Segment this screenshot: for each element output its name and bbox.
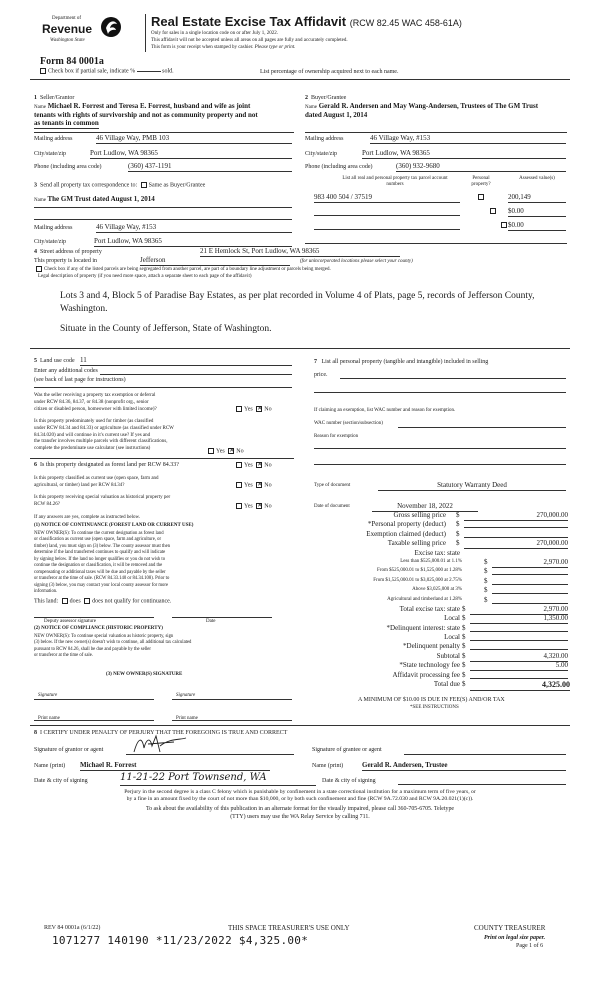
seller-name-2[interactable]: tenants with rights of survivorship and not as community property and not bbox=[34, 111, 258, 119]
parcel-number-2[interactable] bbox=[314, 207, 460, 216]
rev-number: REV 84 0001a (6/1/22) bbox=[44, 925, 101, 931]
does-checkbox[interactable] bbox=[62, 598, 68, 604]
sig-grantee-label: Signature of grantee or agent bbox=[312, 747, 382, 753]
q2-no-checkbox[interactable] bbox=[228, 448, 234, 454]
county-treasurer: COUNTY TREASURER bbox=[474, 924, 546, 932]
buyer-mailing-field[interactable]: 46 Village Way, #153 bbox=[370, 134, 566, 144]
s6-q3-no-checkbox[interactable] bbox=[256, 503, 262, 509]
total-local-field[interactable]: 1,350.00 bbox=[470, 614, 568, 624]
seller-name-block: Name Michael R. Forrest and Teresa E. Forrest, husband and wife as joint tenants with rights of survivorship and not as community property and not as tenants in common bbox=[34, 102, 258, 128]
buyer-phone-field[interactable]: (360) 932-9680 bbox=[396, 162, 566, 172]
wac-label: WAC number (section/subsection) bbox=[314, 421, 383, 426]
assessed-col-header: Assessed value(s) bbox=[519, 176, 555, 181]
partial-sale-checkbox[interactable] bbox=[40, 68, 46, 74]
tech-fee-field[interactable]: 5.00 bbox=[470, 661, 568, 671]
corr-city-label: City/state/zip bbox=[34, 239, 66, 245]
partial-sale-label: Check box if partial sale, indicate % bbox=[48, 68, 136, 75]
legal-description-2[interactable]: Situate in the County of Jefferson, State of Washington. bbox=[60, 324, 272, 334]
tax-row: Local $ 1,350.00 bbox=[444, 614, 568, 623]
continuance-row: This land: does does not qualify for continuance. bbox=[34, 598, 172, 605]
dept-line2: Revenue bbox=[42, 22, 93, 36]
additional-codes-label: Enter any additional codes bbox=[34, 368, 98, 374]
notice1-title: (1) NOTICE OF CONTINUANCE (FOREST LAND OR CURRENT USE) bbox=[34, 523, 194, 528]
s6-q2: Is this property classified as current use (open space, farm and agricultural, or timber) land per RCW 84.34? bbox=[34, 476, 159, 488]
notice2-title: (2) NOTICE OF COMPLIANCE (HISTORIC PROPERTY) bbox=[34, 626, 163, 631]
s6-q1-yes-no: Yes ✕ No bbox=[234, 462, 272, 470]
taxable-price-field[interactable]: 270,000.00 bbox=[464, 539, 568, 549]
owner-print-label-1: Print name bbox=[38, 716, 60, 721]
bracket-4-field[interactable] bbox=[492, 586, 568, 594]
corr-city-field[interactable]: Port Ludlow, WA 98365 bbox=[94, 237, 292, 247]
gross-price-field[interactable]: 270,000.00 bbox=[464, 511, 568, 521]
title-ref: (RCW 82.45 WAC 458-61A) bbox=[349, 18, 462, 28]
doc-date-label: Date of document bbox=[314, 504, 350, 509]
s6-q2-yes-no: Yes ✕ No bbox=[234, 482, 272, 490]
new-owner-sig-title: (3) NEW OWNER(S) SIGNATURE bbox=[106, 672, 183, 677]
assessed-value-1[interactable]: 200,149 bbox=[508, 193, 566, 203]
bracket-row: Less than $525,000.01 at 1.1% $ 2,970.00 bbox=[400, 557, 568, 566]
tax-row: *State technology fee $ 5.00 bbox=[399, 661, 568, 670]
subtotal-field[interactable]: 4,320.00 bbox=[470, 652, 568, 662]
minimum-note: A MINIMUM OF $10.00 IS DUE IN FEE(S) AND/OR TAX bbox=[358, 697, 505, 703]
buyer-heading: 2 Buyer/Grantee bbox=[305, 95, 347, 101]
seller-name-1[interactable]: Michael R. Forrest and Teresa E. Forrest, husband and wife as joint bbox=[47, 102, 251, 110]
corr-mailing-field[interactable]: 46 Village Way, #153 bbox=[96, 223, 292, 233]
tax-table bbox=[300, 511, 570, 690]
legal-paper-note: Print on legal size paper. bbox=[484, 935, 546, 941]
treasurer-space: THIS SPACE TREASURER'S USE ONLY bbox=[228, 924, 350, 932]
dept-line1: Department of bbox=[52, 16, 82, 21]
see-instructions: *SEE INSTRUCTIONS bbox=[410, 705, 459, 710]
doc-date-field[interactable]: November 18, 2022 bbox=[372, 502, 478, 512]
personal-prop-text: 7 List all personal property (tangible and intangible) included in selling bbox=[314, 359, 489, 365]
exemption-question: Was the seller receiving a property tax exemption or deferral under RCW 84.36, 84.37, or 84.38 (nonprofit org., senior citizen or disabled person, homeowner with limited income)? bbox=[34, 393, 157, 412]
legal-label: Legal description of property (if you need more space, attach a separate sheet to each page of the affidavit) bbox=[38, 274, 252, 279]
tax-row: Excise tax: state bbox=[414, 548, 460, 557]
s6-q2-yes-checkbox[interactable] bbox=[236, 482, 242, 488]
tax-row: Subtotal $ 4,320.00 bbox=[436, 651, 568, 660]
perjury-text-2: by a fine in an amount fixed by the court of not more than $10,000, or by both such confinement and fine (RCW 9A.72.030 and RCW 9A.20.021(1)(c)). bbox=[126, 796, 474, 802]
partial-percent-field[interactable] bbox=[137, 71, 161, 72]
bracket-3-field[interactable] bbox=[492, 577, 568, 585]
timber-question: Is this property predominately used for timber (as classified under RCW 84.34 and 84.33) or agriculture (as classified under RCW 84.34.020) and will continue in it's current use? If yes and the transfer involves multiple parcels with different classifications, complete the predominate use calculator (see instructions) bbox=[34, 419, 174, 451]
does-not-checkbox[interactable] bbox=[84, 598, 90, 604]
parcel-number-3[interactable] bbox=[314, 221, 460, 230]
grantee-name-label: Name (print) bbox=[312, 763, 344, 769]
owner-print-label-2: Print name bbox=[176, 716, 198, 721]
notice1-text: NEW OWNER(S): To continue the current designation as forest land or classification as current use (open space, farm and agriculture, or timber) land, you must sign on (3) below. The county assessor must then determine if the land transferred continues to qualify and will indicate by signing below. If the land no longer qualifies or you do not wish to continue the designation or classification, it will be removed and the compensating or additional taxes will be due and payable by the seller or transferor at the time of sale. (RCW 84.33.140 or 84.34.108). Prior to signing (3) below, you may contact your local county assessor for more information. bbox=[34, 531, 171, 595]
assessed-value-3[interactable]: $0.00 bbox=[508, 221, 566, 231]
note2: This affidavit will not be accepted unless all areas on all pages are fully and accurately completed. bbox=[151, 38, 348, 43]
bracket-5-field[interactable] bbox=[492, 596, 568, 604]
segregated-checkbox[interactable] bbox=[36, 266, 42, 272]
s6-q3-yes-no: Yes ✕ No bbox=[234, 503, 272, 511]
tax-row: Taxable selling price $ 270,000.00 bbox=[387, 539, 568, 548]
tax-row: Affidavit processing fee $ bbox=[300, 671, 570, 680]
located-note: (for unincorporated locations please select your county) bbox=[300, 259, 413, 264]
sold-label: sold. bbox=[162, 68, 174, 75]
buyer-city-label: City/state/zip bbox=[305, 151, 337, 157]
seller-mailing-field[interactable]: 46 Village Way, PMB 103 bbox=[96, 134, 292, 144]
sig-grantor-label: Signature of grantor or agent bbox=[34, 747, 104, 753]
accessibility-text-1: To ask about the availability of this publication in an alternate format for the visually impaired, please call 360-705-6705. Teletype bbox=[145, 806, 455, 812]
located-field[interactable]: Jefferson bbox=[140, 256, 290, 266]
interest-state-field[interactable] bbox=[470, 624, 568, 632]
dor-logo bbox=[36, 14, 128, 50]
ownership-note: List percentage of ownership acquired next to each name. bbox=[260, 69, 399, 75]
grantor-signature-icon[interactable] bbox=[130, 732, 190, 756]
q1-yes-checkbox[interactable] bbox=[236, 406, 242, 412]
note1: Only for sales in a single location code on or after July 1, 2022. bbox=[151, 31, 279, 36]
property-street-row: 4 Street address of property bbox=[34, 249, 102, 255]
s6-q1-yes-checkbox[interactable] bbox=[236, 462, 242, 468]
treasurer-receipt: 1071277 140190 *11/23/2022 $4,325.00* bbox=[52, 934, 309, 947]
buyer-phone-label: Phone (including area code) bbox=[305, 164, 373, 170]
bracket-1-field[interactable]: 2,970.00 bbox=[492, 558, 568, 568]
land-use-row: 5 Land use code bbox=[34, 358, 75, 364]
tax-row: *Delinquent interest: state $ bbox=[300, 624, 570, 633]
penalty-field[interactable] bbox=[470, 642, 568, 650]
legal-description-1b[interactable]: Washington. bbox=[60, 304, 108, 314]
grantor-name-field[interactable]: Michael R. Forrest bbox=[80, 761, 270, 771]
owner-signature-label-2: Signature bbox=[176, 693, 196, 698]
q1-yes-no: Yes ✕ No bbox=[234, 406, 272, 414]
personal-checkbox-3[interactable] bbox=[501, 222, 507, 228]
total-state-field[interactable]: 2,970.00 bbox=[470, 605, 568, 615]
page-title bbox=[151, 14, 462, 30]
buyer-city-field[interactable]: Port Ludlow, WA 98365 bbox=[362, 149, 566, 159]
seller-city-field[interactable]: Port Ludlow, WA 98365 bbox=[90, 149, 292, 159]
parcel-number-1[interactable]: 983 400 504 / 37519 bbox=[314, 193, 460, 203]
if-yes-note: If any answers are yes, complete as instructed below. bbox=[34, 515, 141, 520]
deputy-date-label: Date bbox=[206, 619, 216, 624]
personal-prop-text2: price. bbox=[314, 372, 328, 378]
perjury-text-1: Perjury in the second degree is a class C felony which is punishable by confinement in a state correctional institution for a maximum term of five years, or bbox=[124, 789, 476, 795]
title-text: Real Estate Excise Tax Affidavit bbox=[151, 14, 347, 29]
property-street-field[interactable]: 21 E Hemlock St, Port Ludlow, WA 98365 bbox=[200, 247, 400, 257]
notice2-text: NEW OWNER(S): To continue special valuation as historic property, sign (3) below. If the new owner(s) doesn't wish to continue, all additional tax calculated pursuant to RCW 84.26, shall be due and payable by the seller or transferor at the time of sale. bbox=[34, 634, 192, 659]
personal-checkbox-2[interactable] bbox=[490, 208, 496, 214]
see-back-label: (see back of last page for instructions) bbox=[34, 377, 126, 383]
same-as-buyer-checkbox[interactable] bbox=[141, 182, 147, 188]
tax-row: Local $ bbox=[300, 633, 570, 642]
s6-q1-no-checkbox[interactable] bbox=[256, 462, 262, 468]
buyer-mailing-label: Mailing address bbox=[305, 136, 344, 142]
located-label: This property is located in bbox=[34, 258, 97, 264]
land-use-code-field[interactable]: 11 bbox=[80, 356, 292, 366]
personal-deduct-field[interactable] bbox=[464, 520, 568, 528]
personal-checkbox-1[interactable] bbox=[478, 194, 484, 200]
q2-yes-no: Yes ✕ No bbox=[206, 448, 244, 456]
corr-mailing-label: Mailing address bbox=[34, 225, 73, 231]
correspondence-row: 3 Send all property tax correspondence to: Same as Buyer/Grantee bbox=[34, 182, 206, 189]
buyer-name-2[interactable]: dated August 1, 2014 bbox=[305, 111, 368, 119]
doc-type-field[interactable]: Statutory Warranty Deed bbox=[378, 481, 566, 491]
tax-row: *Delinquent penalty $ bbox=[300, 642, 570, 651]
bracket-row: Agricultural and timberland at 1.28% $ bbox=[300, 596, 570, 605]
doc-type-label: Type of document bbox=[314, 483, 351, 488]
corr-name-field[interactable]: The GM Trust dated August 1, 2014 bbox=[47, 195, 155, 203]
owner-signature-label-1: Signature bbox=[38, 693, 58, 698]
corr-name-row: Name The GM Trust dated August 1, 2014 bbox=[34, 195, 155, 203]
partial-sale-row bbox=[38, 68, 174, 76]
seller-heading: 1 Seller/Grantor bbox=[34, 95, 75, 101]
s6-q3: Is this property receiving special valuation as historical property per RCW 84.26? bbox=[34, 495, 171, 507]
grantor-name-label: Name (print) bbox=[34, 763, 66, 769]
tax-row: *Personal property (deduct) $ bbox=[300, 520, 570, 529]
bracket-row: Above $3,025,000 at 3% $ bbox=[300, 586, 570, 595]
exemption-deduct-field[interactable] bbox=[464, 530, 568, 538]
legal-description-1[interactable]: Lots 3 and 4, Block 5 of Paradise Bay Estates, as per plat recorded in Volume 4 of Plats, page 5, records of Jefferson County, bbox=[60, 291, 535, 301]
bracket-row: From $525,000.01 to $1,525,000 at 1.28% $ bbox=[300, 567, 570, 576]
s6-q2-no-checkbox[interactable] bbox=[256, 482, 262, 488]
dept-line3: Washington State bbox=[50, 38, 85, 43]
seller-phone-label: Phone (including area code) bbox=[34, 164, 102, 170]
total-due-field[interactable]: 4,325.00 bbox=[470, 680, 570, 691]
date-city-label: Date & city of signing bbox=[34, 778, 88, 784]
q2-yes-checkbox[interactable] bbox=[208, 448, 214, 454]
bracket-2-field[interactable] bbox=[492, 567, 568, 575]
reason-label: Reason for exemption bbox=[314, 434, 359, 439]
page-number: Page 1 of 6 bbox=[516, 943, 544, 949]
q1-no-checkbox[interactable] bbox=[256, 406, 262, 412]
form-number: Form 84 0001a bbox=[40, 56, 104, 67]
interest-local-field[interactable] bbox=[470, 633, 568, 641]
tax-row: Gross selling price $ 270,000.00 bbox=[393, 511, 568, 519]
tax-row: Exemption claimed (deduct) $ bbox=[300, 530, 570, 539]
certify-row: 8 I CERTIFY UNDER PENALTY OF PERJURY THAT THE FOREGOING IS TRUE AND CORRECT bbox=[34, 730, 288, 736]
buyer-name-1[interactable]: Gerald R. Andersen and May Wang-Andersen, Trustees of The GM Trust bbox=[318, 102, 539, 110]
tax-row: Total excise tax: state $ 2,970.00 bbox=[399, 604, 568, 613]
grantee-name-field[interactable]: Gerald R. Andersen, Trustee bbox=[362, 761, 566, 771]
seller-name-3[interactable]: as tenants in common bbox=[34, 119, 99, 128]
s6-q1: 6 Is this property designated as forest land per RCW 84.33? bbox=[34, 462, 179, 468]
deputy-label: Deputy assessor signature bbox=[44, 619, 96, 624]
processing-fee-field[interactable] bbox=[470, 671, 568, 679]
accessibility-text-2: (TTY) users may use the WA Relay Service by calling 711. bbox=[230, 814, 370, 820]
seller-city-label: City/state/zip bbox=[34, 151, 66, 157]
assessed-value-2[interactable]: $0.00 bbox=[508, 207, 566, 217]
seller-phone-field[interactable]: (360) 437-1191 bbox=[128, 162, 292, 172]
tax-row: Total due $ 4,325.00 bbox=[433, 680, 570, 690]
s6-q3-yes-checkbox[interactable] bbox=[236, 503, 242, 509]
date-city-label-2: Date & city of signing bbox=[322, 778, 376, 784]
note3: This form is your receipt when stamped by cashier. Please type or print. bbox=[151, 45, 296, 50]
seller-mailing-row: Mailing address bbox=[34, 136, 73, 142]
bracket-row: From $1,525,000.01 to $3,025,000 at 2.75% $ bbox=[300, 577, 570, 586]
personal-col-header: Personal property? bbox=[471, 176, 491, 188]
segregated-row: Check box if any of the listed parcels are being segregated from another parcel, are part of a boundary line adjustment or parcels being merged. bbox=[34, 266, 331, 273]
wa-logo-icon bbox=[100, 16, 122, 38]
date-city-field[interactable]: 11-21-22 Port Townsend, WA bbox=[120, 772, 316, 786]
parcel-col-header: List all real and personal property tax parcel account numbers bbox=[342, 176, 448, 188]
buyer-name-block: Name Gerald R. Andersen and May Wang-Andersen, Trustees of The GM Trust dated August 1, 2014 bbox=[305, 102, 539, 119]
exemption-label: If claiming an exemption, list WAC number and reason for exemption. bbox=[314, 408, 456, 413]
